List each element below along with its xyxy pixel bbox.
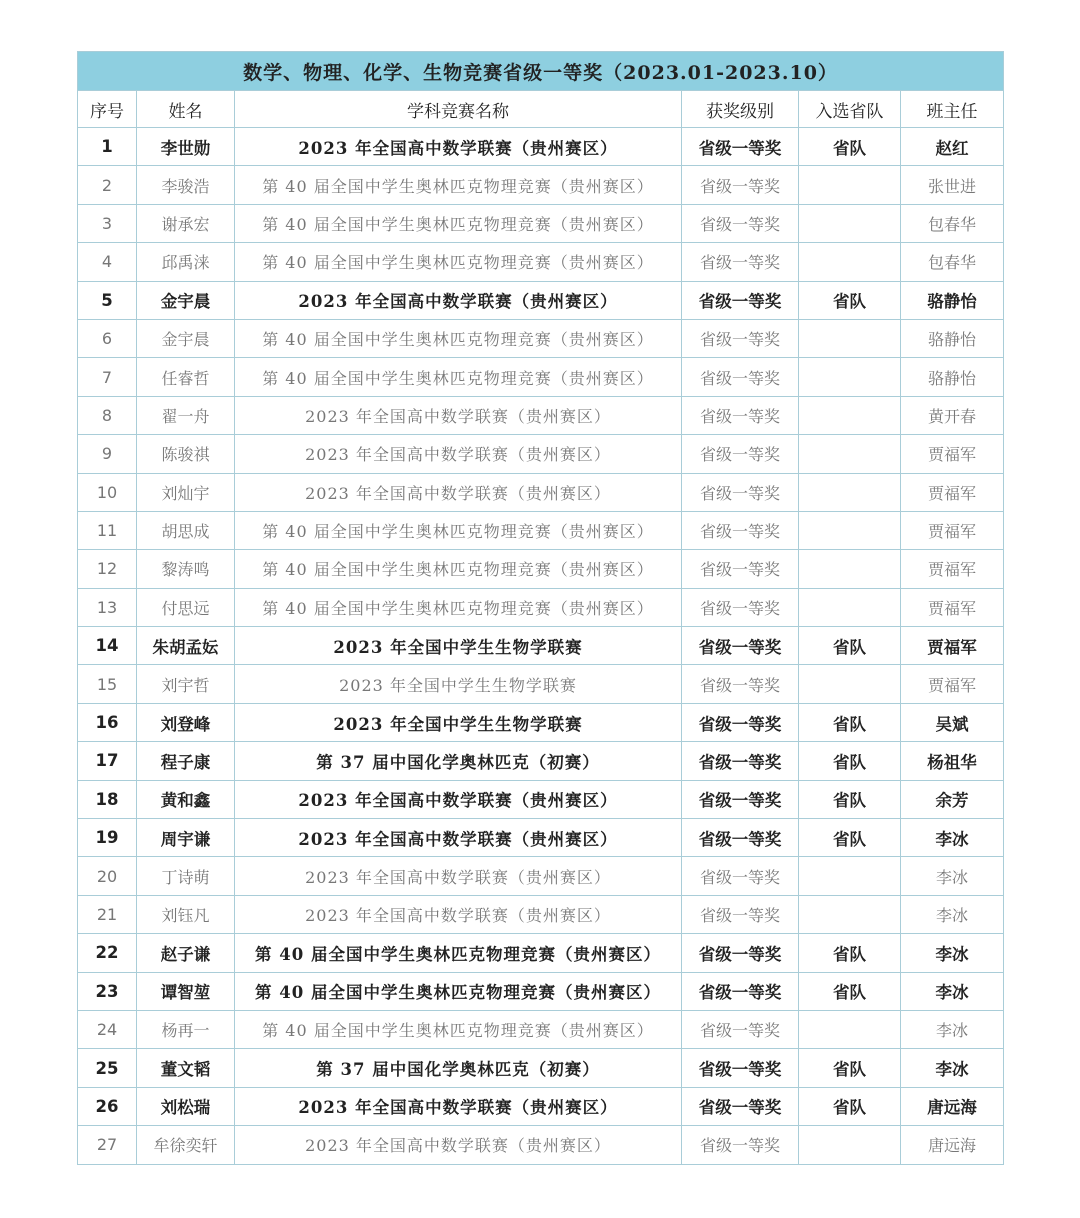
cell-team bbox=[799, 511, 901, 549]
cell-team: 省队 bbox=[799, 703, 901, 741]
cell-competition: 第 40 届全国中学生奥林匹克物理竞赛（贵州赛区） bbox=[235, 166, 682, 204]
cell-name: 丁诗萌 bbox=[137, 857, 235, 895]
cell-team: 省队 bbox=[799, 972, 901, 1010]
cell-level: 省级一等奖 bbox=[682, 128, 799, 166]
cell-name: 程子康 bbox=[137, 742, 235, 780]
cell-team bbox=[799, 1010, 901, 1048]
award-table bbox=[77, 51, 1004, 1165]
cell-level: 省级一等奖 bbox=[682, 166, 799, 204]
cell-name: 赵子谦 bbox=[137, 934, 235, 972]
cell-competition: 第 40 届全国中学生奥林匹克物理竞赛（贵州赛区） bbox=[235, 204, 682, 242]
cell-no: 12 bbox=[78, 550, 137, 588]
cell-team bbox=[799, 473, 901, 511]
cell-teacher: 唐远海 bbox=[901, 1087, 1004, 1125]
cell-team bbox=[799, 665, 901, 703]
cell-no: 23 bbox=[78, 972, 137, 1010]
cell-level: 省级一等奖 bbox=[682, 934, 799, 972]
cell-no: 8 bbox=[78, 396, 137, 434]
cell-teacher: 唐远海 bbox=[901, 1126, 1004, 1164]
cell-name: 翟一舟 bbox=[137, 396, 235, 434]
cell-name: 刘宇哲 bbox=[137, 665, 235, 703]
cell-no: 26 bbox=[78, 1087, 137, 1125]
cell-team bbox=[799, 895, 901, 933]
table-row bbox=[78, 319, 1004, 357]
table-row bbox=[78, 895, 1004, 933]
cell-competition: 第 40 届全国中学生奥林匹克物理竞赛（贵州赛区） bbox=[235, 511, 682, 549]
cell-no: 3 bbox=[78, 204, 137, 242]
cell-team: 省队 bbox=[799, 1049, 901, 1087]
table-row bbox=[78, 473, 1004, 511]
header-level: 获奖级别 bbox=[682, 91, 799, 128]
cell-no: 16 bbox=[78, 703, 137, 741]
table-row bbox=[78, 204, 1004, 242]
cell-teacher: 李冰 bbox=[901, 857, 1004, 895]
cell-no: 20 bbox=[78, 857, 137, 895]
cell-name: 金宇晨 bbox=[137, 319, 235, 357]
cell-competition: 2023 年全国高中数学联赛（贵州赛区） bbox=[235, 857, 682, 895]
cell-team: 省队 bbox=[799, 780, 901, 818]
cell-no: 7 bbox=[78, 358, 137, 396]
cell-level: 省级一等奖 bbox=[682, 281, 799, 319]
cell-competition: 2023 年全国高中数学联赛（贵州赛区） bbox=[235, 396, 682, 434]
cell-teacher: 骆静怡 bbox=[901, 358, 1004, 396]
table-row bbox=[78, 1126, 1004, 1164]
cell-no: 24 bbox=[78, 1010, 137, 1048]
cell-team bbox=[799, 857, 901, 895]
header-competition: 学科竞赛名称 bbox=[235, 91, 682, 128]
cell-level: 省级一等奖 bbox=[682, 396, 799, 434]
cell-competition: 第 37 届中国化学奥林匹克（初赛） bbox=[235, 742, 682, 780]
cell-level: 省级一等奖 bbox=[682, 627, 799, 665]
cell-teacher: 余芳 bbox=[901, 780, 1004, 818]
cell-teacher: 赵红 bbox=[901, 128, 1004, 166]
cell-level: 省级一等奖 bbox=[682, 1010, 799, 1048]
cell-no: 22 bbox=[78, 934, 137, 972]
cell-level: 省级一等奖 bbox=[682, 243, 799, 281]
cell-competition: 第 40 届全国中学生奥林匹克物理竞赛（贵州赛区） bbox=[235, 243, 682, 281]
cell-no: 18 bbox=[78, 780, 137, 818]
cell-level: 省级一等奖 bbox=[682, 1087, 799, 1125]
award-table-container bbox=[77, 51, 1003, 1165]
header-teacher: 班主任 bbox=[901, 91, 1004, 128]
cell-no: 11 bbox=[78, 511, 137, 549]
cell-no: 2 bbox=[78, 166, 137, 204]
cell-name: 朱胡孟妘 bbox=[137, 627, 235, 665]
cell-team bbox=[799, 588, 901, 626]
cell-level: 省级一等奖 bbox=[682, 972, 799, 1010]
cell-teacher: 骆静怡 bbox=[901, 319, 1004, 357]
cell-name: 李世勋 bbox=[137, 128, 235, 166]
cell-competition: 2023 年全国高中数学联赛（贵州赛区） bbox=[235, 1126, 682, 1164]
cell-competition: 2023 年全国高中数学联赛（贵州赛区） bbox=[235, 435, 682, 473]
cell-name: 谢承宏 bbox=[137, 204, 235, 242]
cell-teacher: 贾福军 bbox=[901, 473, 1004, 511]
cell-competition: 第 40 届全国中学生奥林匹克物理竞赛（贵州赛区） bbox=[235, 550, 682, 588]
cell-teacher: 骆静怡 bbox=[901, 281, 1004, 319]
cell-no: 15 bbox=[78, 665, 137, 703]
cell-teacher: 杨祖华 bbox=[901, 742, 1004, 780]
table-row bbox=[78, 1087, 1004, 1125]
cell-name: 刘登峰 bbox=[137, 703, 235, 741]
cell-competition: 第 40 届全国中学生奥林匹克物理竞赛（贵州赛区） bbox=[235, 972, 682, 1010]
cell-no: 9 bbox=[78, 435, 137, 473]
table-row bbox=[78, 934, 1004, 972]
table-row bbox=[78, 243, 1004, 281]
cell-no: 14 bbox=[78, 627, 137, 665]
cell-name: 刘灿宇 bbox=[137, 473, 235, 511]
cell-name: 付思远 bbox=[137, 588, 235, 626]
cell-team: 省队 bbox=[799, 281, 901, 319]
cell-teacher: 李冰 bbox=[901, 819, 1004, 857]
cell-level: 省级一等奖 bbox=[682, 473, 799, 511]
table-row bbox=[78, 128, 1004, 166]
cell-no: 13 bbox=[78, 588, 137, 626]
cell-competition: 第 40 届全国中学生奥林匹克物理竞赛（贵州赛区） bbox=[235, 588, 682, 626]
cell-teacher: 李冰 bbox=[901, 972, 1004, 1010]
cell-level: 省级一等奖 bbox=[682, 358, 799, 396]
table-row bbox=[78, 665, 1004, 703]
cell-competition: 2023 年全国高中数学联赛（贵州赛区） bbox=[235, 281, 682, 319]
cell-competition: 2023 年全国高中数学联赛（贵州赛区） bbox=[235, 895, 682, 933]
cell-competition: 2023 年全国高中数学联赛（贵州赛区） bbox=[235, 1087, 682, 1125]
cell-no: 21 bbox=[78, 895, 137, 933]
cell-teacher: 贾福军 bbox=[901, 665, 1004, 703]
cell-level: 省级一等奖 bbox=[682, 588, 799, 626]
cell-teacher: 李冰 bbox=[901, 934, 1004, 972]
cell-teacher: 包春华 bbox=[901, 204, 1004, 242]
cell-competition: 第 40 届全国中学生奥林匹克物理竞赛（贵州赛区） bbox=[235, 319, 682, 357]
cell-teacher: 李冰 bbox=[901, 1049, 1004, 1087]
cell-team: 省队 bbox=[799, 1087, 901, 1125]
cell-level: 省级一等奖 bbox=[682, 1126, 799, 1164]
table-row bbox=[78, 358, 1004, 396]
table-row bbox=[78, 972, 1004, 1010]
cell-name: 陈骏祺 bbox=[137, 435, 235, 473]
cell-level: 省级一等奖 bbox=[682, 511, 799, 549]
cell-competition: 2023 年全国高中数学联赛（贵州赛区） bbox=[235, 819, 682, 857]
cell-no: 17 bbox=[78, 742, 137, 780]
table-row bbox=[78, 1010, 1004, 1048]
cell-name: 金宇晨 bbox=[137, 281, 235, 319]
cell-teacher: 李冰 bbox=[901, 1010, 1004, 1048]
table-row bbox=[78, 857, 1004, 895]
table-row bbox=[78, 819, 1004, 857]
cell-level: 省级一等奖 bbox=[682, 895, 799, 933]
cell-team bbox=[799, 550, 901, 588]
cell-name: 谭智堃 bbox=[137, 972, 235, 1010]
cell-level: 省级一等奖 bbox=[682, 819, 799, 857]
cell-team bbox=[799, 435, 901, 473]
cell-level: 省级一等奖 bbox=[682, 703, 799, 741]
cell-teacher: 黄开春 bbox=[901, 396, 1004, 434]
cell-name: 董文韬 bbox=[137, 1049, 235, 1087]
cell-team bbox=[799, 358, 901, 396]
cell-team: 省队 bbox=[799, 819, 901, 857]
cell-no: 25 bbox=[78, 1049, 137, 1087]
cell-level: 省级一等奖 bbox=[682, 319, 799, 357]
table-title: 数学、物理、化学、生物竞赛省级一等奖（2023.01-2023.10） bbox=[78, 52, 1004, 91]
cell-competition: 第 40 届全国中学生奥林匹克物理竞赛（贵州赛区） bbox=[235, 1010, 682, 1048]
table-row bbox=[78, 396, 1004, 434]
cell-name: 牟徐奕轩 bbox=[137, 1126, 235, 1164]
cell-no: 10 bbox=[78, 473, 137, 511]
cell-team bbox=[799, 319, 901, 357]
cell-competition: 2023 年全国高中数学联赛（贵州赛区） bbox=[235, 780, 682, 818]
cell-level: 省级一等奖 bbox=[682, 742, 799, 780]
cell-competition: 2023 年全国中学生生物学联赛 bbox=[235, 665, 682, 703]
table-row bbox=[78, 780, 1004, 818]
cell-level: 省级一等奖 bbox=[682, 857, 799, 895]
cell-team bbox=[799, 1126, 901, 1164]
header-no: 序号 bbox=[78, 91, 137, 128]
cell-name: 杨再一 bbox=[137, 1010, 235, 1048]
cell-level: 省级一等奖 bbox=[682, 1049, 799, 1087]
cell-competition: 第 37 届中国化学奥林匹克（初赛） bbox=[235, 1049, 682, 1087]
cell-name: 任睿哲 bbox=[137, 358, 235, 396]
cell-name: 黎涛鸣 bbox=[137, 550, 235, 588]
cell-team: 省队 bbox=[799, 128, 901, 166]
header-name: 姓名 bbox=[137, 91, 235, 128]
table-row bbox=[78, 627, 1004, 665]
table-row bbox=[78, 588, 1004, 626]
table-row bbox=[78, 1049, 1004, 1087]
cell-teacher: 吴斌 bbox=[901, 703, 1004, 741]
table-row bbox=[78, 166, 1004, 204]
cell-teacher: 贾福军 bbox=[901, 627, 1004, 665]
cell-no: 6 bbox=[78, 319, 137, 357]
cell-teacher: 贾福军 bbox=[901, 550, 1004, 588]
table-row bbox=[78, 703, 1004, 741]
cell-no: 19 bbox=[78, 819, 137, 857]
cell-level: 省级一等奖 bbox=[682, 550, 799, 588]
cell-team: 省队 bbox=[799, 742, 901, 780]
cell-no: 4 bbox=[78, 243, 137, 281]
table-row bbox=[78, 742, 1004, 780]
cell-name: 胡思成 bbox=[137, 511, 235, 549]
table-row bbox=[78, 511, 1004, 549]
cell-level: 省级一等奖 bbox=[682, 780, 799, 818]
table-row bbox=[78, 435, 1004, 473]
cell-name: 黄和鑫 bbox=[137, 780, 235, 818]
cell-teacher: 包春华 bbox=[901, 243, 1004, 281]
table-row bbox=[78, 281, 1004, 319]
cell-competition: 2023 年全国中学生生物学联赛 bbox=[235, 703, 682, 741]
cell-competition: 第 40 届全国中学生奥林匹克物理竞赛（贵州赛区） bbox=[235, 934, 682, 972]
cell-teacher: 李冰 bbox=[901, 895, 1004, 933]
table-row bbox=[78, 550, 1004, 588]
cell-competition: 2023 年全国高中数学联赛（贵州赛区） bbox=[235, 128, 682, 166]
cell-no: 1 bbox=[78, 128, 137, 166]
cell-no: 27 bbox=[78, 1126, 137, 1164]
cell-team bbox=[799, 396, 901, 434]
cell-teacher: 贾福军 bbox=[901, 511, 1004, 549]
cell-level: 省级一等奖 bbox=[682, 204, 799, 242]
cell-level: 省级一等奖 bbox=[682, 665, 799, 703]
cell-competition: 2023 年全国中学生生物学联赛 bbox=[235, 627, 682, 665]
cell-name: 邱禹涞 bbox=[137, 243, 235, 281]
cell-team bbox=[799, 204, 901, 242]
cell-teacher: 贾福军 bbox=[901, 435, 1004, 473]
cell-name: 李骏浩 bbox=[137, 166, 235, 204]
cell-teacher: 贾福军 bbox=[901, 588, 1004, 626]
cell-team bbox=[799, 243, 901, 281]
cell-name: 周宇谦 bbox=[137, 819, 235, 857]
header-team: 入选省队 bbox=[799, 91, 901, 128]
cell-no: 5 bbox=[78, 281, 137, 319]
cell-team: 省队 bbox=[799, 934, 901, 972]
cell-competition: 第 40 届全国中学生奥林匹克物理竞赛（贵州赛区） bbox=[235, 358, 682, 396]
header-row bbox=[78, 91, 1004, 128]
cell-level: 省级一等奖 bbox=[682, 435, 799, 473]
cell-teacher: 张世进 bbox=[901, 166, 1004, 204]
cell-competition: 2023 年全国高中数学联赛（贵州赛区） bbox=[235, 473, 682, 511]
table-title-row bbox=[78, 52, 1004, 91]
cell-name: 刘钰凡 bbox=[137, 895, 235, 933]
cell-team bbox=[799, 166, 901, 204]
cell-team: 省队 bbox=[799, 627, 901, 665]
cell-name: 刘松瑞 bbox=[137, 1087, 235, 1125]
